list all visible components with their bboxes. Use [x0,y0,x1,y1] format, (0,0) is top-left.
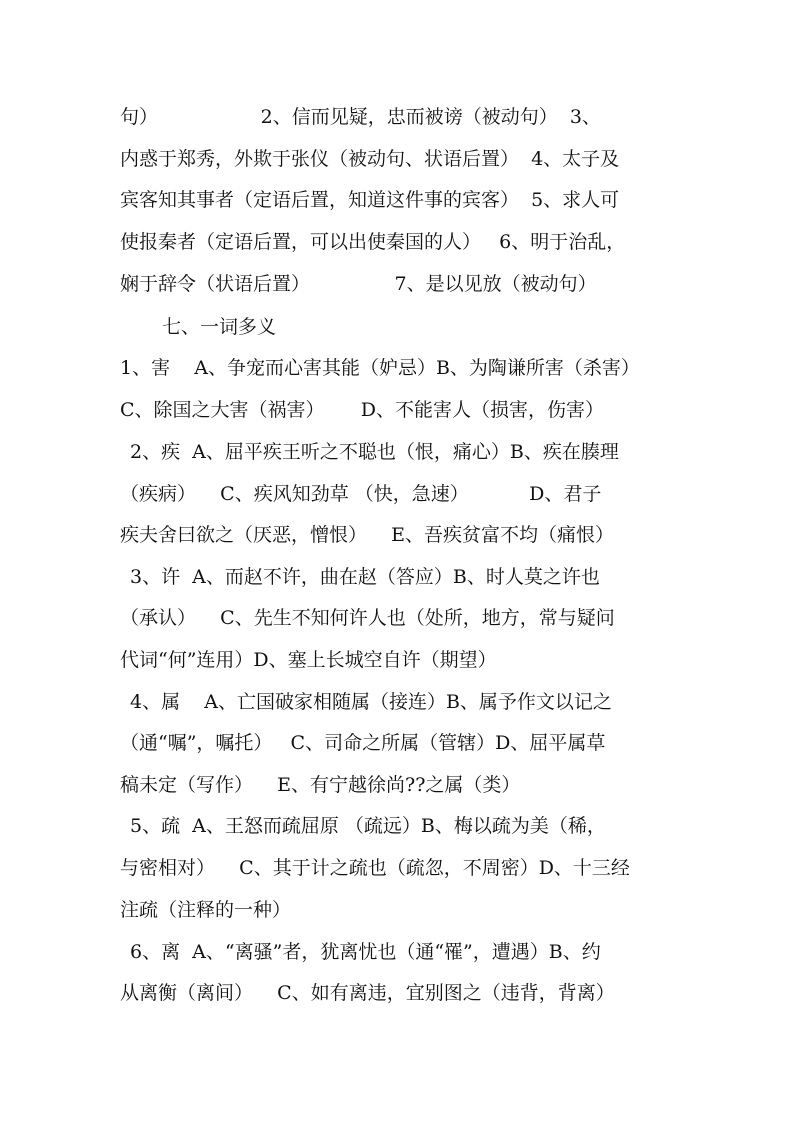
text-line: C、除国之大害（祸害） D、不能害人（损害，伤害） [120,399,605,421]
text-line: 使报秦者（定语后置，可以出使秦国的人） 6、明于治乱， [120,231,626,253]
text-line: 与密相对） C、其于计之疏也（疏忽，不周密）D、十三经 [120,857,630,879]
text-line: 1、害 A、争宠而心害其能（妒忌）B、为陶谦所害（杀害） [120,357,640,379]
text-line: 代词“何”连用）D、塞上长城空自许（期望） [120,649,497,671]
text-line: 6、离 A、“离骚”者，犹离忧也（通“罹”，遭遇）B、约 [130,941,601,963]
text-line: 句） 2、信而见疑，忠而被谤（被动句） 3、 [120,106,601,128]
text-line: （承认） C、先生不知何许人也（处所，地方，常与疑问 [120,607,615,629]
text-line: 稿未定（写作） E、有宁越徐尚??之属（类） [120,774,521,796]
text-line: （通“嘱”，嘱托） C、司命之所属（管辖）D、屈平属草 [120,732,606,754]
text-line: 注疏（注释的一种） [120,899,292,921]
text-line: 内惑于郑秀，外欺于张仪（被动句、状语后置） 4、太子及 [120,148,620,170]
text-line: 疾夫舍曰欲之（厌恶，憎恨） E、吾疾贫富不均（痛恨） [120,524,615,546]
text-line: 宾客知其事者（定语后置，知道这件事的宾客） 5、求人可 [120,189,620,211]
text-line: 3、许 A、而赵不许，曲在赵（答应）B、时人莫之许也 [130,566,600,588]
text-line: 从离衡（离间） C、如有离违，宜别图之（违背，背离） [120,982,615,1004]
text-line: 2、疾 A、屈平疾王听之不聪也（恨，痛心）B、疾在腠理 [130,441,619,463]
text-line: 5、疏 A、王怒而疏屈原 （疏远）B、梅以疏为美（稀， [130,815,606,837]
section-heading: 七、一词多义 [162,316,277,338]
text-line: 4、属 A、亡国破家相随属（接连）B、属予作文以记之 [130,691,612,713]
text-line: （疾病） C、疾风知劲草 （快，急速） D、君子 [120,483,602,505]
text-line: 娴于辞令（状语后置） 7、是以见放（被动句） [120,273,597,295]
